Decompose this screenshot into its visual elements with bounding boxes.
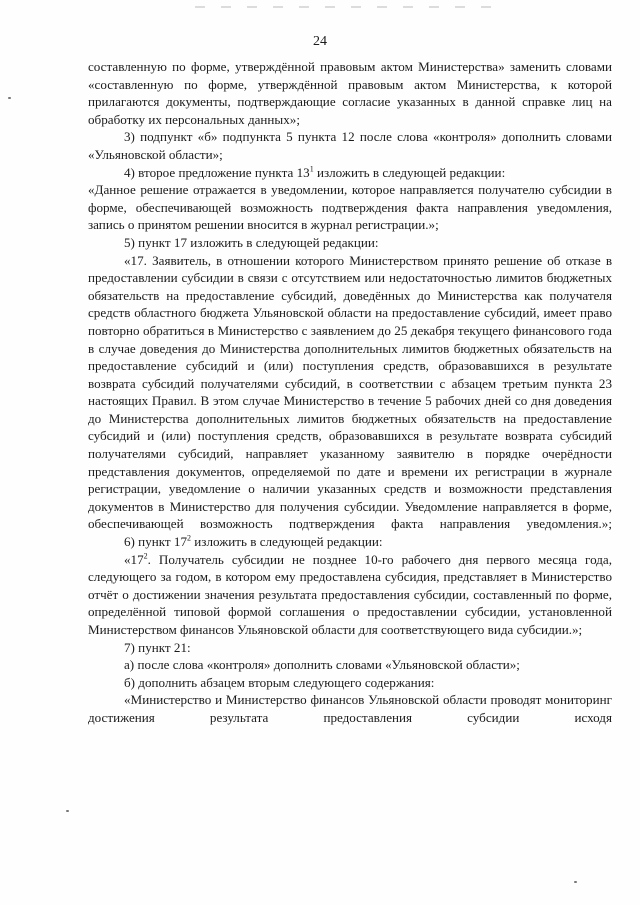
scan-speck: [66, 810, 69, 812]
paragraph: [88, 551, 612, 639]
scan-speck: [8, 97, 11, 99]
superscript: 1: [309, 164, 314, 174]
paragraph: 3) подпункт «б» подпункта 5 пункта 12 после слова «контроля» дополнить словами «Ульяновской области»;: [88, 129, 612, 162]
page-number: 24: [313, 34, 327, 49]
document-body: [88, 58, 612, 727]
paragraph: [88, 164, 612, 182]
paragraph: б) дополнить абзацем вторым следующего содержания:: [124, 674, 435, 690]
paragraph: «17. Заявитель, в отношении которого Министерством принято решение об отказе в предоставлении субсидии в связи с отсутствием или недостаточностью лимитов бюджетных обязательств на предоставление субсидий, доведённых до Министерства как получателя средств областного бюджета Ульяновской области на предоставление субсидий, имеет право повторно обратиться в Министерство с заявлением до 25 декабря текущего финансового года в случае доведения до Министерства дополнительных лимитов бюджетных обязательств на предоставление субсидий и (или) поступления средств, образовавшихся в результате возврата субсидий получателями субсидий, в соответствии с абзацем третьим пункта 23 настоящих Правил. В этом случае Министерство в течение 5 рабочих дней со дня доведения до Министерства дополнительных лимитов бюджетных обязательств на предоставление субсидий и (или) поступления средств, образовавшихся в результате возврата субсидий получателями субсидий, направляет указанному заявителю в порядке очерёдности представления документов, определяемой по дате и времени их регистрации в журнале регистрации, уведомление о наличии указанных средств и возможности представления документов в Министерство для получения субсидии. Уведомление направляется в форме, обеспечивающей возможность подтверждения факта направления уведомления.»;: [88, 252, 612, 532]
paragraph-text: 4) второе предложение пункта 13: [124, 164, 310, 180]
paragraph: 5) пункт 17 изложить в следующей редакции:: [124, 234, 379, 250]
paragraph-text: «17: [124, 551, 144, 567]
paragraph-text: 6) пункт 17: [124, 534, 188, 550]
paragraph: составленную по форме, утверждённой правовым актом Министерства» заменить словами «составленную по форме, утверждённой правовым актом Министерства, к которой прилагаются документы, подтверждающие согласие указанных в данной справке лиц на обработку их персональных данных»;: [88, 59, 612, 127]
paragraph: 7) пункт 21:: [124, 639, 191, 655]
paragraph-text: изложить в следующей редакции:: [191, 534, 383, 550]
scan-artifact: [195, 6, 495, 8]
paragraph: «Данное решение отражается в уведомлении, которое направляется получателю субсидии в форме, обеспечивающей возможность подтверждения факта направления уведомления, запись о принятом решении вносится в журнал регистрации.»;: [88, 182, 612, 233]
paragraph: а) после слова «контроля» дополнить словами «Ульяновской области»;: [124, 657, 520, 673]
superscript: 2: [143, 551, 148, 561]
paragraph: «Министерство и Министерство финансов Ульяновской области проводят мониторинг достижения результата предоставления субсидии исходя: [88, 692, 612, 725]
paragraph-text: изложить в следующей редакции:: [313, 164, 506, 180]
paragraph-text: . Получатель субсидии не позднее 10-го рабочего дня первого месяца года, следующего за годом, в котором ему предоставлена субсидия, представляет в Министерство отчёт о достижении значения результата предоставления субсидии, составленный по форме, определённой типовой формой соглашения о предоставлении субсидии, установленной Министерством финансов Ульяновской области для соответствующего вида субсидии.»;: [88, 551, 612, 637]
scan-speck: [574, 881, 577, 883]
superscript: 2: [187, 533, 192, 543]
paragraph: [88, 533, 612, 551]
